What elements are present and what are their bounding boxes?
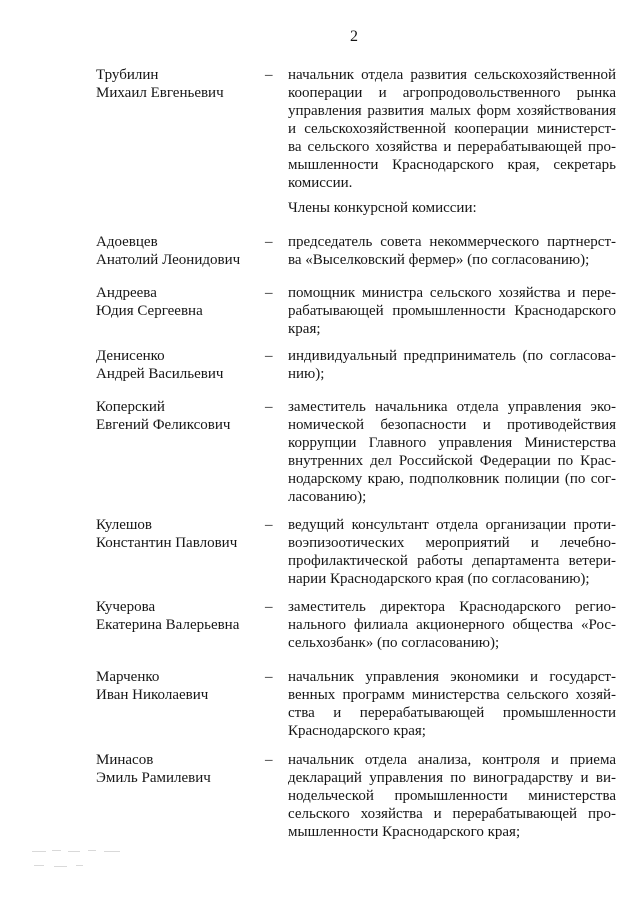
members-heading: Члены конкурсной комиссии:	[288, 200, 477, 216]
description-line: рабатывающей промышленности Краснодарского	[288, 303, 616, 319]
description-line: внутренних дел Российской Федерации по Крас-	[288, 453, 616, 469]
surname: Андреева	[96, 285, 157, 301]
description-line: комиссии.	[288, 175, 353, 191]
surname: Адоевцев	[96, 234, 158, 250]
surname: Минасов	[96, 752, 154, 768]
dash-separator: –	[265, 752, 273, 768]
given-names: Екатерина Валерьевна	[96, 617, 240, 633]
surname: Марченко	[96, 669, 160, 685]
dash-separator: –	[265, 517, 273, 533]
scan-noise-marks	[30, 845, 140, 875]
description-line: управления развития малых форм хозяйствования	[288, 103, 616, 119]
description-line: ва сельского хозяйства и перерабатывающей про-	[288, 139, 616, 155]
description-line: номической безопасности и противодействия	[288, 417, 616, 433]
position-description	[288, 598, 616, 652]
surname: Денисенко	[96, 348, 165, 364]
dash-separator: –	[265, 234, 273, 250]
description-line: начальник отдела анализа, контроля и приема	[288, 752, 616, 768]
person-name	[96, 347, 264, 383]
position-description	[288, 398, 616, 506]
description-line: нодельческой промышленности министерства	[288, 788, 616, 804]
description-line: кооперации и агропродовольственного рынка	[288, 85, 616, 101]
description-line: коррупции Главного управления Министерства	[288, 435, 616, 451]
given-names: Евгений Феликсович	[96, 417, 231, 433]
given-names: Константин Павлович	[96, 535, 238, 551]
description-line: помощник министра сельского хозяйства и пере-	[288, 285, 616, 301]
dash-separator: –	[265, 599, 273, 615]
dash-separator: –	[265, 669, 273, 685]
description-line: деклараций управления по виноградарству и ви-	[288, 770, 616, 786]
description-line: нарии Краснодарского края (по согласованию);	[288, 571, 590, 587]
description-line: и сельскохозяйственной кооперации министерст-	[288, 121, 616, 137]
description-line: сельского хозяйства и перерабатывающей про-	[288, 806, 616, 822]
description-line: мышленности Краснодарского края, секретарь	[288, 157, 616, 173]
page-number: 2	[350, 28, 358, 45]
description-line: нодарскому краю, подполковник полиции (по сог-	[288, 471, 616, 487]
position-description	[288, 516, 616, 588]
description-line: венных программ министерства сельского хозяй-	[288, 687, 616, 703]
position-description	[288, 284, 616, 338]
dash-separator: –	[265, 67, 273, 83]
description-line: ласованию);	[288, 489, 367, 505]
person-name	[96, 516, 264, 552]
person-name	[96, 598, 264, 634]
description-line: заместитель начальника отдела управления эко-	[288, 399, 616, 415]
description-line: начальник управления экономики и государст-	[288, 669, 616, 685]
given-names: Анатолий Леонидович	[96, 252, 241, 268]
surname: Коперский	[96, 399, 165, 415]
person-name	[96, 398, 264, 434]
description-line: нального филиала акционерного общества «Рос-	[288, 617, 616, 633]
description-line: заместитель директора Краснодарского регио-	[288, 599, 616, 615]
description-line: Краснодарского края;	[288, 723, 426, 739]
description-line: ва «Выселковский фермер» (по согласованию);	[288, 252, 590, 268]
description-line: мышленности Краснодарского края;	[288, 824, 521, 840]
person-name	[96, 66, 264, 102]
dash-separator: –	[265, 399, 273, 415]
description-line: начальник отдела развития сельскохозяйственной	[288, 67, 616, 83]
person-name	[96, 284, 264, 320]
description-line: индивидуальный предприниматель (по согласова-	[288, 348, 616, 364]
person-name	[96, 751, 264, 787]
position-description	[288, 66, 616, 192]
given-names: Эмиль Рамилевич	[96, 770, 211, 786]
given-names: Михаил Евгеньевич	[96, 85, 224, 101]
dash-separator: –	[265, 285, 273, 301]
person-name	[96, 233, 264, 269]
given-names: Андрей Васильевич	[96, 366, 224, 382]
position-description	[288, 347, 616, 383]
description-line: профилактической работы департамента ветери-	[288, 553, 616, 569]
dash-separator: –	[265, 348, 273, 364]
position-description	[288, 233, 616, 269]
person-name	[96, 668, 264, 704]
given-names: Юдия Сергеевна	[96, 303, 203, 319]
description-line: нию);	[288, 366, 325, 382]
position-description	[288, 751, 616, 841]
description-line: ведущий консультант отдела организации проти-	[288, 517, 616, 533]
position-description	[288, 668, 616, 740]
description-line: сельхозбанк» (по согласованию);	[288, 635, 500, 651]
description-line: председатель совета некоммерческого партнерст-	[288, 234, 616, 250]
description-line: ства и перерабатывающей промышленности	[288, 705, 616, 721]
surname: Кучерова	[96, 599, 156, 615]
surname: Трубилин	[96, 67, 159, 83]
description-line: воэпизоотических мероприятий и лечебно-	[288, 535, 616, 551]
description-line: края;	[288, 321, 321, 337]
surname: Кулешов	[96, 517, 152, 533]
given-names: Иван Николаевич	[96, 687, 209, 703]
